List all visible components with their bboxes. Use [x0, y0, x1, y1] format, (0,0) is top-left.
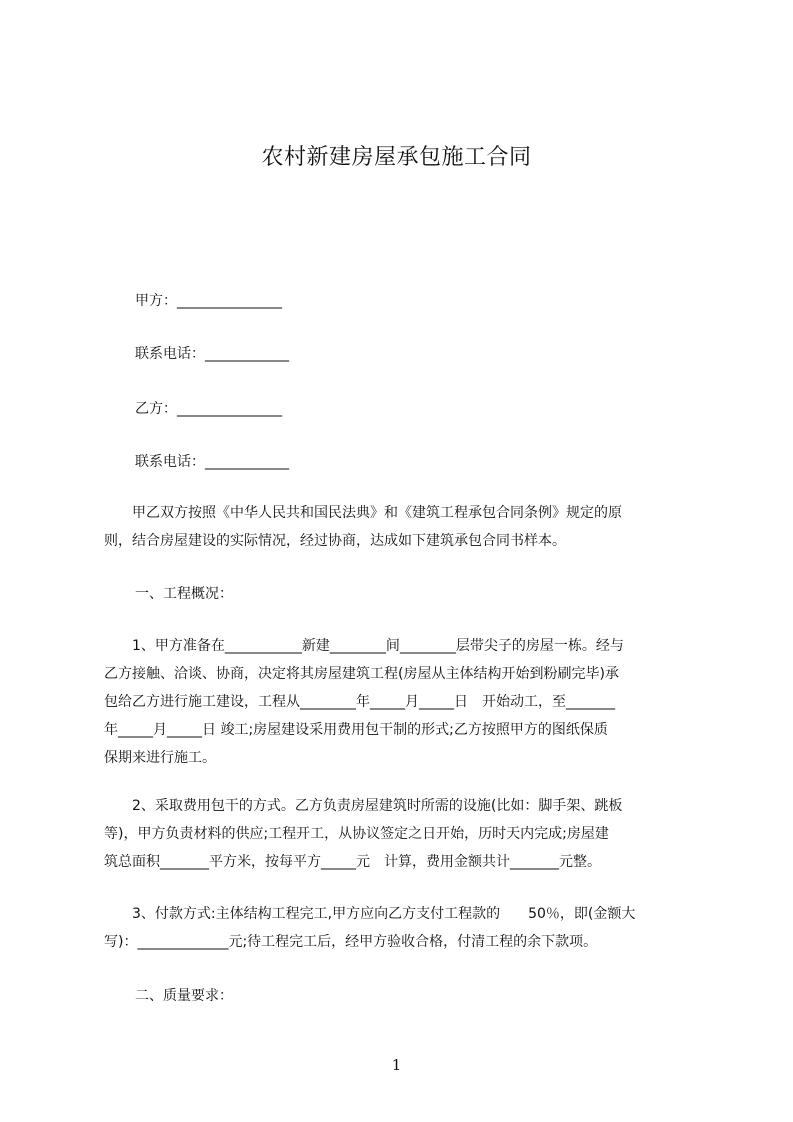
party-a-field: 甲方：_______________	[135, 293, 282, 309]
intro-line: 则，结合房屋建设的实际情况，经过协商，达成如下建筑承包合同书样本。	[104, 533, 566, 549]
page-number: 1	[391, 1056, 402, 1074]
intro-paragraph	[104, 499, 700, 555]
item-2-line: 2、采取费用包干的方式。乙方负责房屋建筑时所需的设施(比如：脚手架、跳板	[104, 798, 623, 814]
party-b-phone-field: 联系电话：____________	[135, 454, 289, 470]
party-b-field: 乙方：_______________	[135, 401, 282, 417]
section-1-item-2	[104, 792, 700, 876]
item-3-line: 3、付款方式:主体结构工程完工,甲方应向乙方支付工程款的 50％，即(金额大	[104, 906, 636, 922]
section-1-heading: 一、工程概况：	[135, 586, 233, 602]
item-1-line: 包给乙方进行施工建设，工程从________年_____月_____日 开始动工，至_______	[104, 694, 615, 710]
item-1-line: 1、甲方准备在___________新建________间________层带尖子的房屋一栋。经与	[104, 638, 624, 654]
section-1-item-3	[104, 900, 700, 956]
item-3-line: 写)：_____________元;待工程完工后，经甲方验收合格，付清工程的余下款项。	[104, 934, 598, 950]
section-1-item-1	[104, 632, 700, 772]
item-2-line: 筑总面积_______平方米，按每平方_____元 计算，费用金额共计_______元整。	[104, 854, 601, 870]
item-1-line: 乙方接触、洽谈、协商，决定将其房屋建筑工程(房屋从主体结构开始到粉刷完毕)承	[104, 666, 619, 682]
section-2-heading: 二、质量要求：	[135, 988, 233, 1004]
item-1-line: 年_____月_____日 竣工;房屋建设采用费用包干制的形式;乙方按照甲方的图纸保质	[104, 722, 608, 738]
party-a-phone-field: 联系电话：____________	[135, 346, 289, 362]
document-title: 农村新建房屋承包施工合同	[261, 145, 532, 170]
item-2-line: 等)，甲方负责材料的供应;工程开工，从协议签定之日开始，历时天内完成;房屋建	[104, 826, 609, 842]
intro-line: 甲乙双方按照《中华人民共和国民法典》和《建筑工程承包合同条例》规定的原	[104, 505, 622, 521]
item-1-line: 保期来进行施工。	[104, 750, 216, 766]
